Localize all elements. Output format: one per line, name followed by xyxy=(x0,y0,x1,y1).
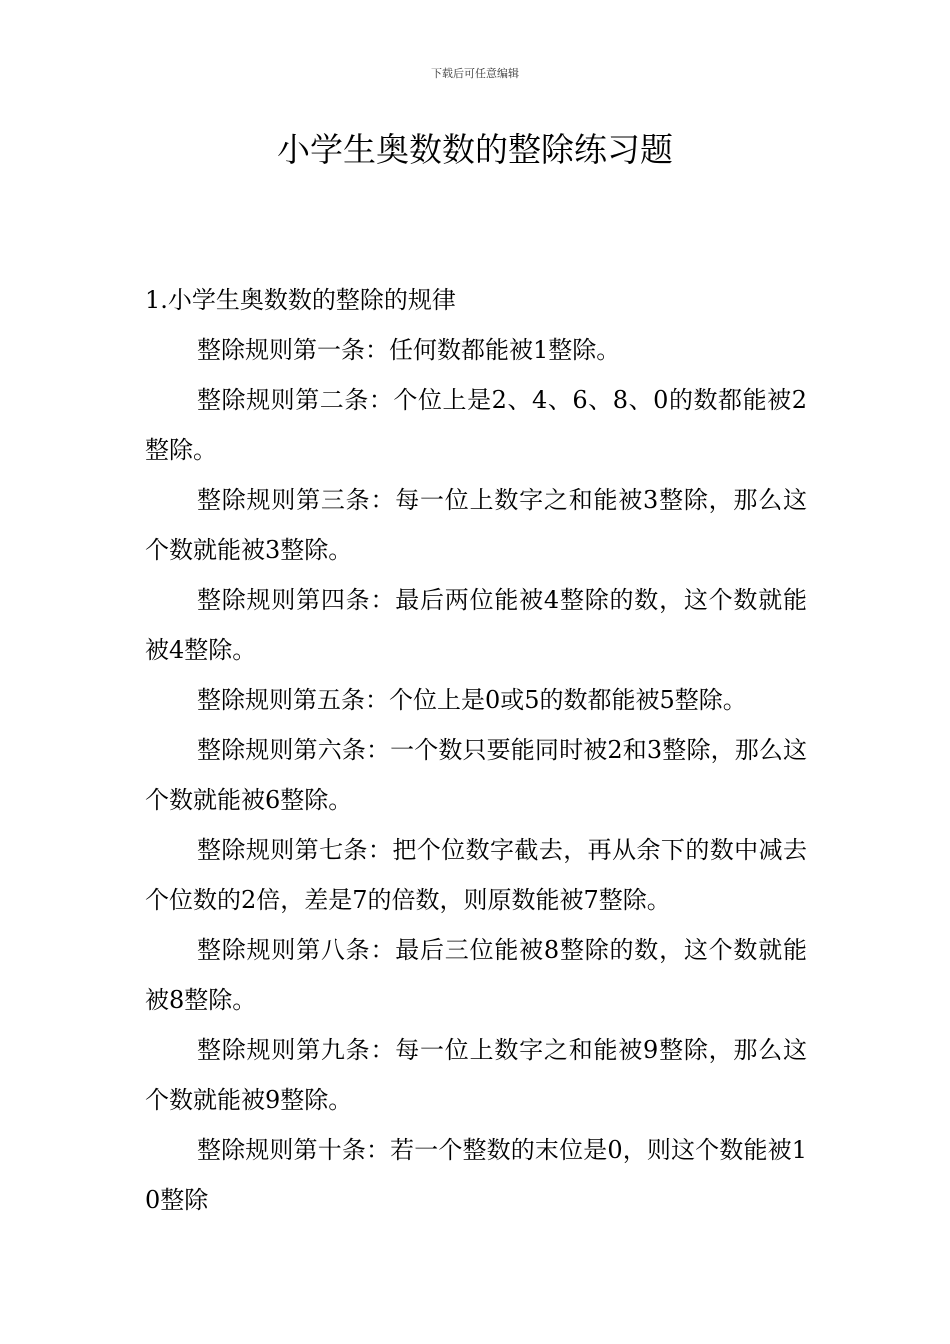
rule-paragraph-4: 整除规则第四条：最后两位能被4整除的数，这个数就能被4整除。 xyxy=(145,586,807,664)
document-body xyxy=(145,275,807,1225)
header-note: 下载后可任意编辑 xyxy=(431,67,519,80)
section-heading: 1.小学生奥数数的整除的规律 xyxy=(145,286,456,314)
rule-paragraph-3: 整除规则第三条：每一位上数字之和能被3整除，那么这个数就能被3整除。 xyxy=(145,486,807,564)
rule-paragraph-2: 整除规则第二条：个位上是2、4、6、8、0的数都能被2整除。 xyxy=(145,386,807,464)
rule-paragraph-10: 整除规则第十条：若一个整数的末位是0，则这个数能被10整除 xyxy=(145,1136,807,1214)
rule-paragraph-1: 整除规则第一条：任何数都能被1整除。 xyxy=(197,336,621,364)
rule-paragraph-8: 整除规则第八条：最后三位能被8整除的数，这个数就能被8整除。 xyxy=(145,936,807,1014)
rule-paragraph-9: 整除规则第九条：每一位上数字之和能被9整除，那么这个数就能被9整除。 xyxy=(145,1036,807,1114)
rule-paragraph-6: 整除规则第六条：一个数只要能同时被2和3整除，那么这个数就能被6整除。 xyxy=(145,736,807,814)
rule-paragraph-5: 整除规则第五条：个位上是0或5的数都能被5整除。 xyxy=(197,686,747,714)
document-title: 小学生奥数数的整除练习题 xyxy=(277,130,673,169)
rule-paragraph-7: 整除规则第七条：把个位数字截去，再从余下的数中减去个位数的2倍，差是7的倍数，则原数能被7整除。 xyxy=(145,836,807,914)
